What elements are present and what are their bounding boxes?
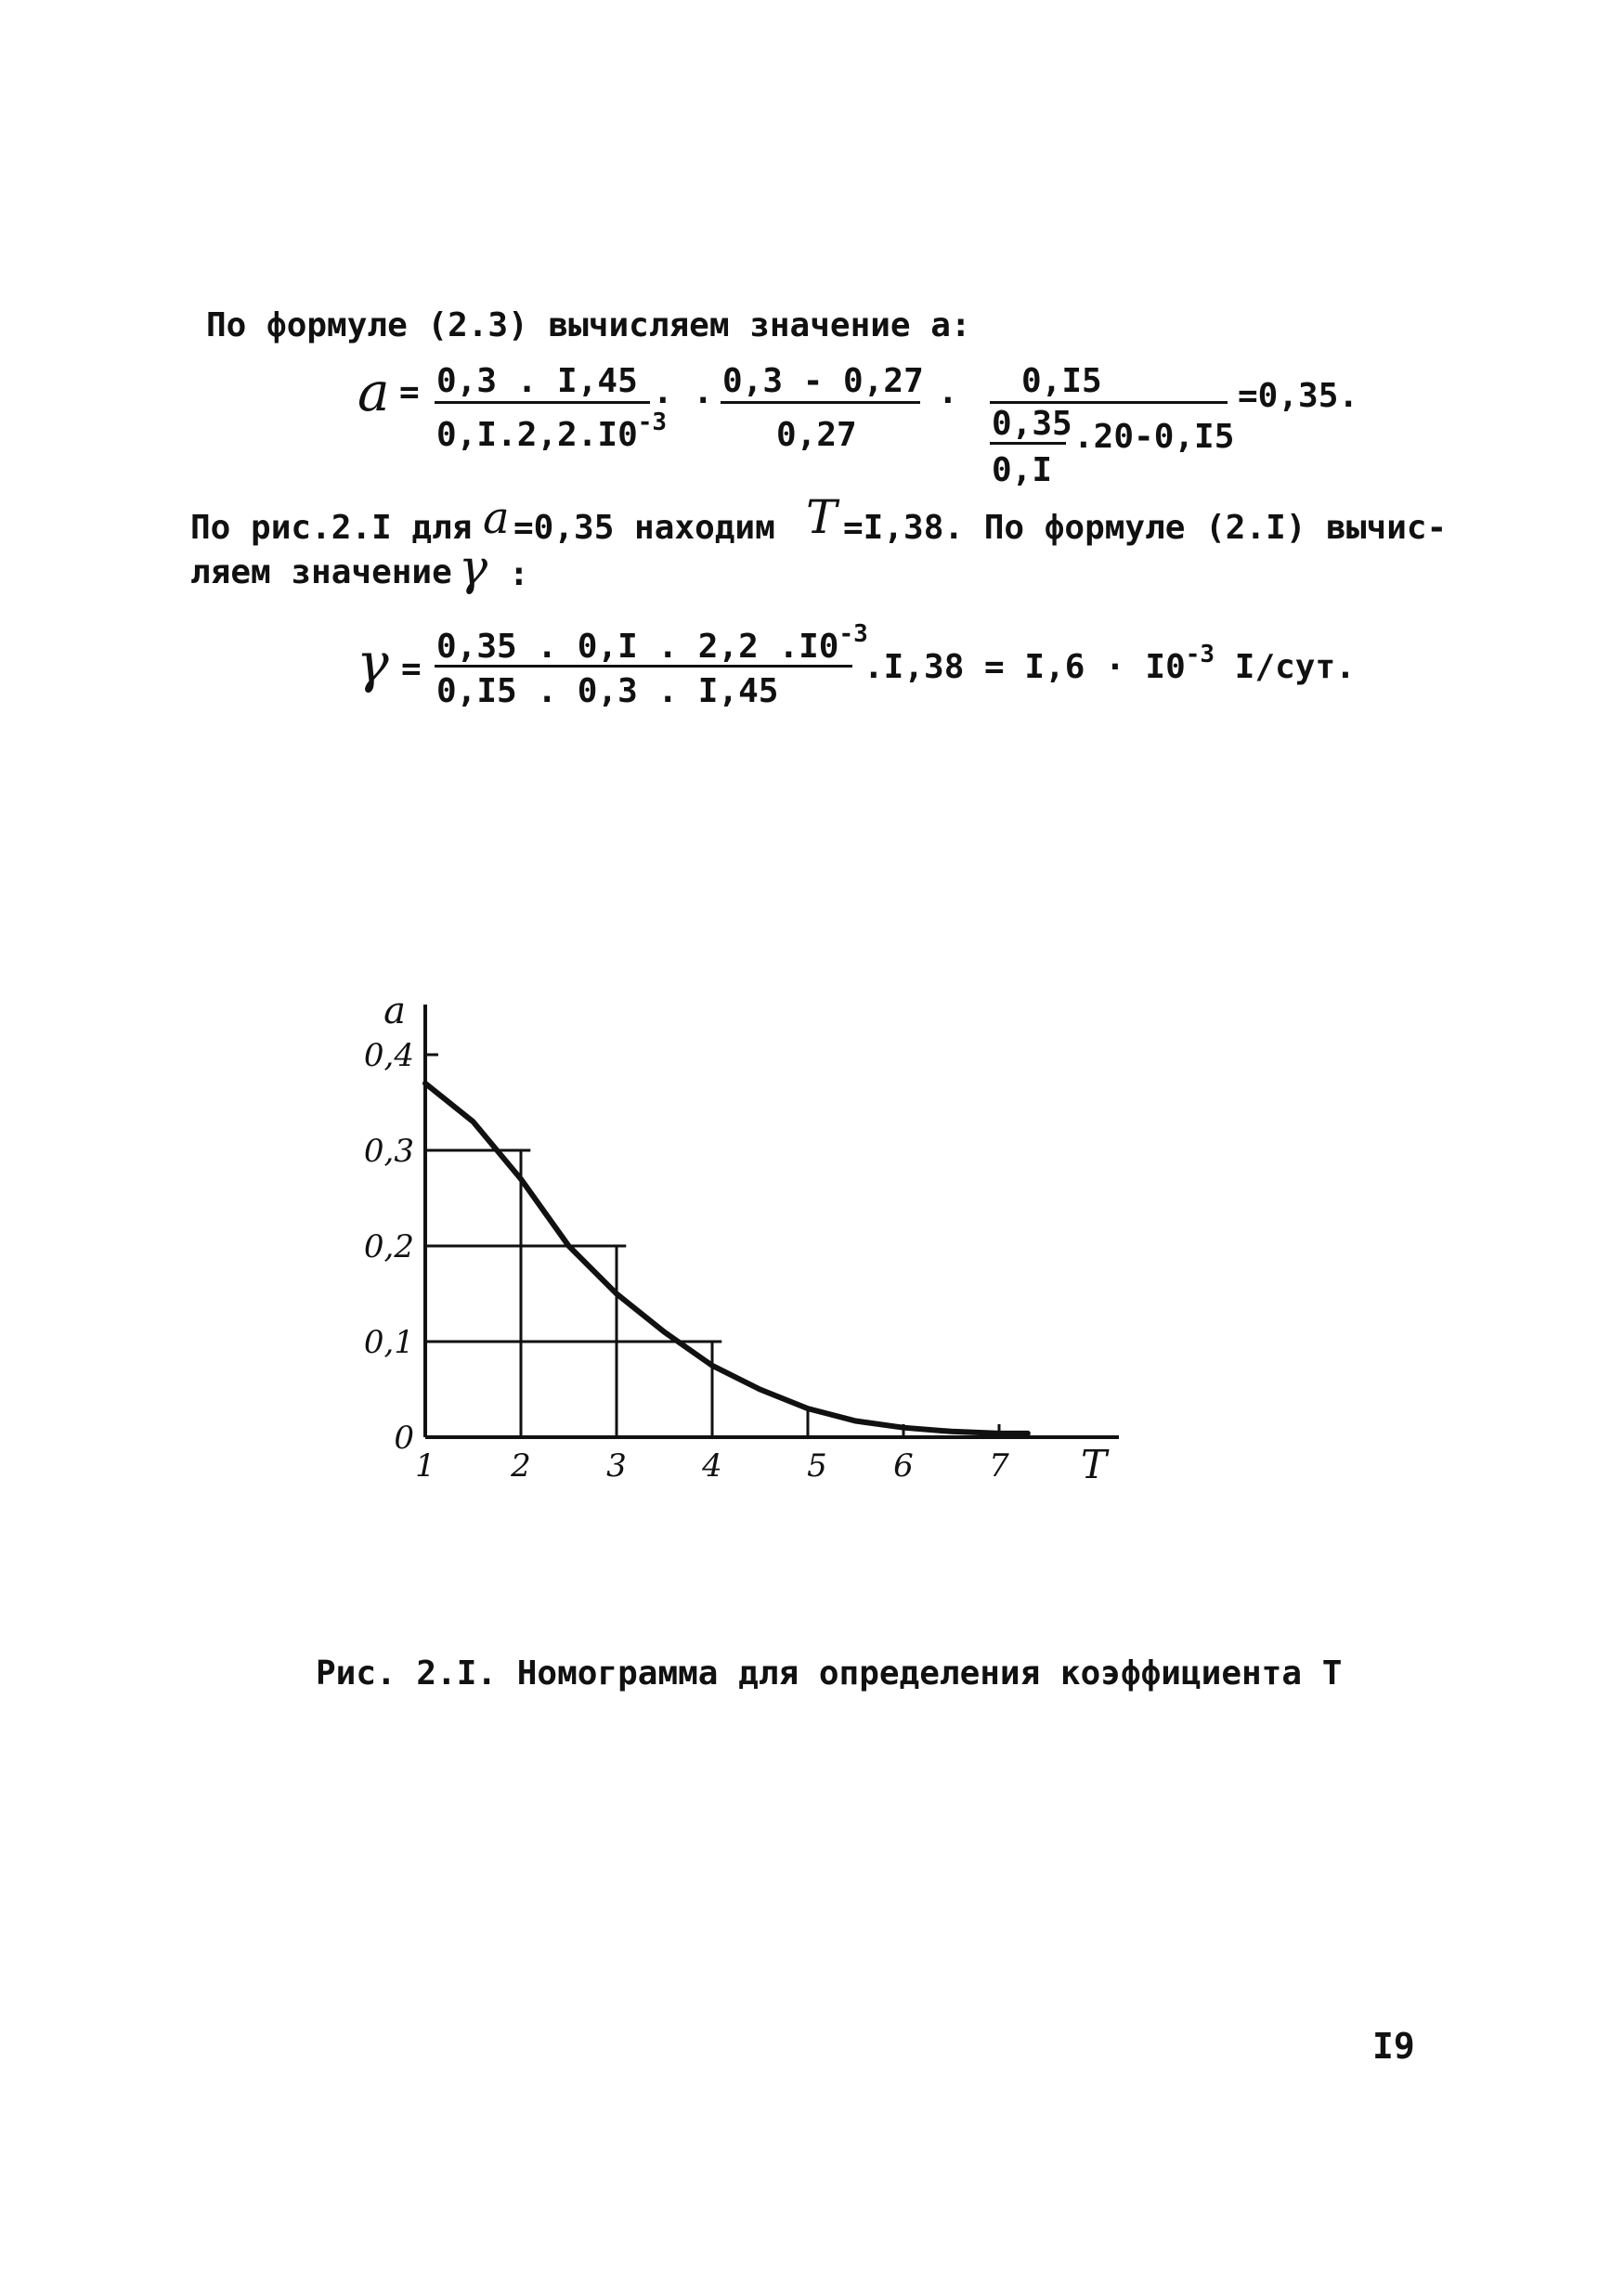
x-axis-label: T xyxy=(1080,1442,1108,1487)
fraction3-bar xyxy=(990,401,1228,404)
fraction2-denominator: 0,27 xyxy=(776,416,857,454)
axis-ticks xyxy=(425,1055,999,1437)
axis-labels xyxy=(364,990,1110,1487)
x-tick-label-6: 6 xyxy=(893,1447,914,1485)
para2-colon: : xyxy=(509,555,529,593)
fraction1-denominator-exp: -3 xyxy=(637,409,668,436)
gamma-numerator-exp: -3 xyxy=(838,620,868,648)
formula-a-result: =0,35. xyxy=(1238,377,1359,415)
formula-gamma-lhs: γ xyxy=(357,631,389,694)
para2-text-c: =I,38. По формуле (2.I) вычис- xyxy=(843,509,1448,547)
intro-line: По формуле (2.3) вычисляем значение а: xyxy=(206,306,971,344)
fraction3-inner-numerator: 0,35 xyxy=(992,405,1072,443)
fraction3-numerator: 0,I5 xyxy=(1021,362,1102,400)
para2-symbol-a: a xyxy=(483,492,510,544)
gamma-fraction-bar xyxy=(435,665,852,668)
para2-symbol-T: T xyxy=(806,490,838,544)
gamma-rest-a: .I,38 = I,6 · I0 xyxy=(864,648,1186,686)
gamma-denominator: 0,I5 . 0,3 . I,45 xyxy=(436,672,779,710)
figure-caption: Рис. 2.I. Номограмма для определения коэффициента Т xyxy=(316,1654,1343,1693)
fraction2-numerator: 0,3 - 0,27 xyxy=(722,362,924,400)
fraction3-denominator-rest: .20-0,I5 xyxy=(1073,418,1235,456)
gamma-numerator xyxy=(436,620,868,666)
para2-text-line2: ляем значение xyxy=(190,553,452,591)
y-tick-label-0: 0 xyxy=(394,1420,414,1457)
para2-text-b: =0,35 находим xyxy=(513,509,775,547)
gamma-rest xyxy=(864,641,1356,686)
y-tick-label-03: 0,3 xyxy=(363,1133,414,1170)
series-curve xyxy=(425,1083,1028,1433)
gamma-rest-exp: -3 xyxy=(1185,641,1215,668)
x-tick-label-2: 2 xyxy=(511,1447,531,1485)
formula-gamma-eq: = xyxy=(401,650,422,688)
para2-text-a: По рис.2.I для xyxy=(190,509,473,547)
y-tick-label-02: 0,2 xyxy=(363,1228,414,1265)
x-tick-label-5: 5 xyxy=(807,1447,827,1485)
gamma-rest-b: I/сут. xyxy=(1234,648,1356,686)
x-tick-label-1: 1 xyxy=(415,1447,435,1485)
page-number: I9 xyxy=(1372,2026,1415,2067)
y-tick-label-01: 0,1 xyxy=(363,1324,414,1361)
fraction1-denominator-base: 0,I.2,2.I0 xyxy=(436,416,638,454)
fraction1-numerator: 0,3 . I,45 xyxy=(436,362,638,400)
gamma-numerator-base: 0,35 . 0,I . 2,2 .I0 xyxy=(436,628,839,666)
formula-a-lhs: a xyxy=(357,360,390,423)
fraction1-denominator xyxy=(436,409,668,454)
formula-a-eq: = xyxy=(399,373,420,411)
fraction3-inner-bar xyxy=(990,442,1066,445)
grid-lines xyxy=(425,1150,903,1437)
fraction3-inner-denominator: 0,I xyxy=(992,451,1053,489)
x-tick-label-3: 3 xyxy=(606,1447,627,1485)
dots-separator: . . xyxy=(653,373,714,411)
y-tick-label-04: 0,4 xyxy=(363,1037,414,1074)
dot-separator: . xyxy=(938,373,958,411)
fraction1-bar xyxy=(435,401,650,404)
para2-symbol-gamma: γ xyxy=(459,540,488,596)
fraction2-bar xyxy=(721,401,920,404)
x-tick-label-4: 4 xyxy=(702,1447,722,1485)
x-tick-label-7: 7 xyxy=(989,1447,1009,1485)
y-axis-label: a xyxy=(383,990,406,1032)
